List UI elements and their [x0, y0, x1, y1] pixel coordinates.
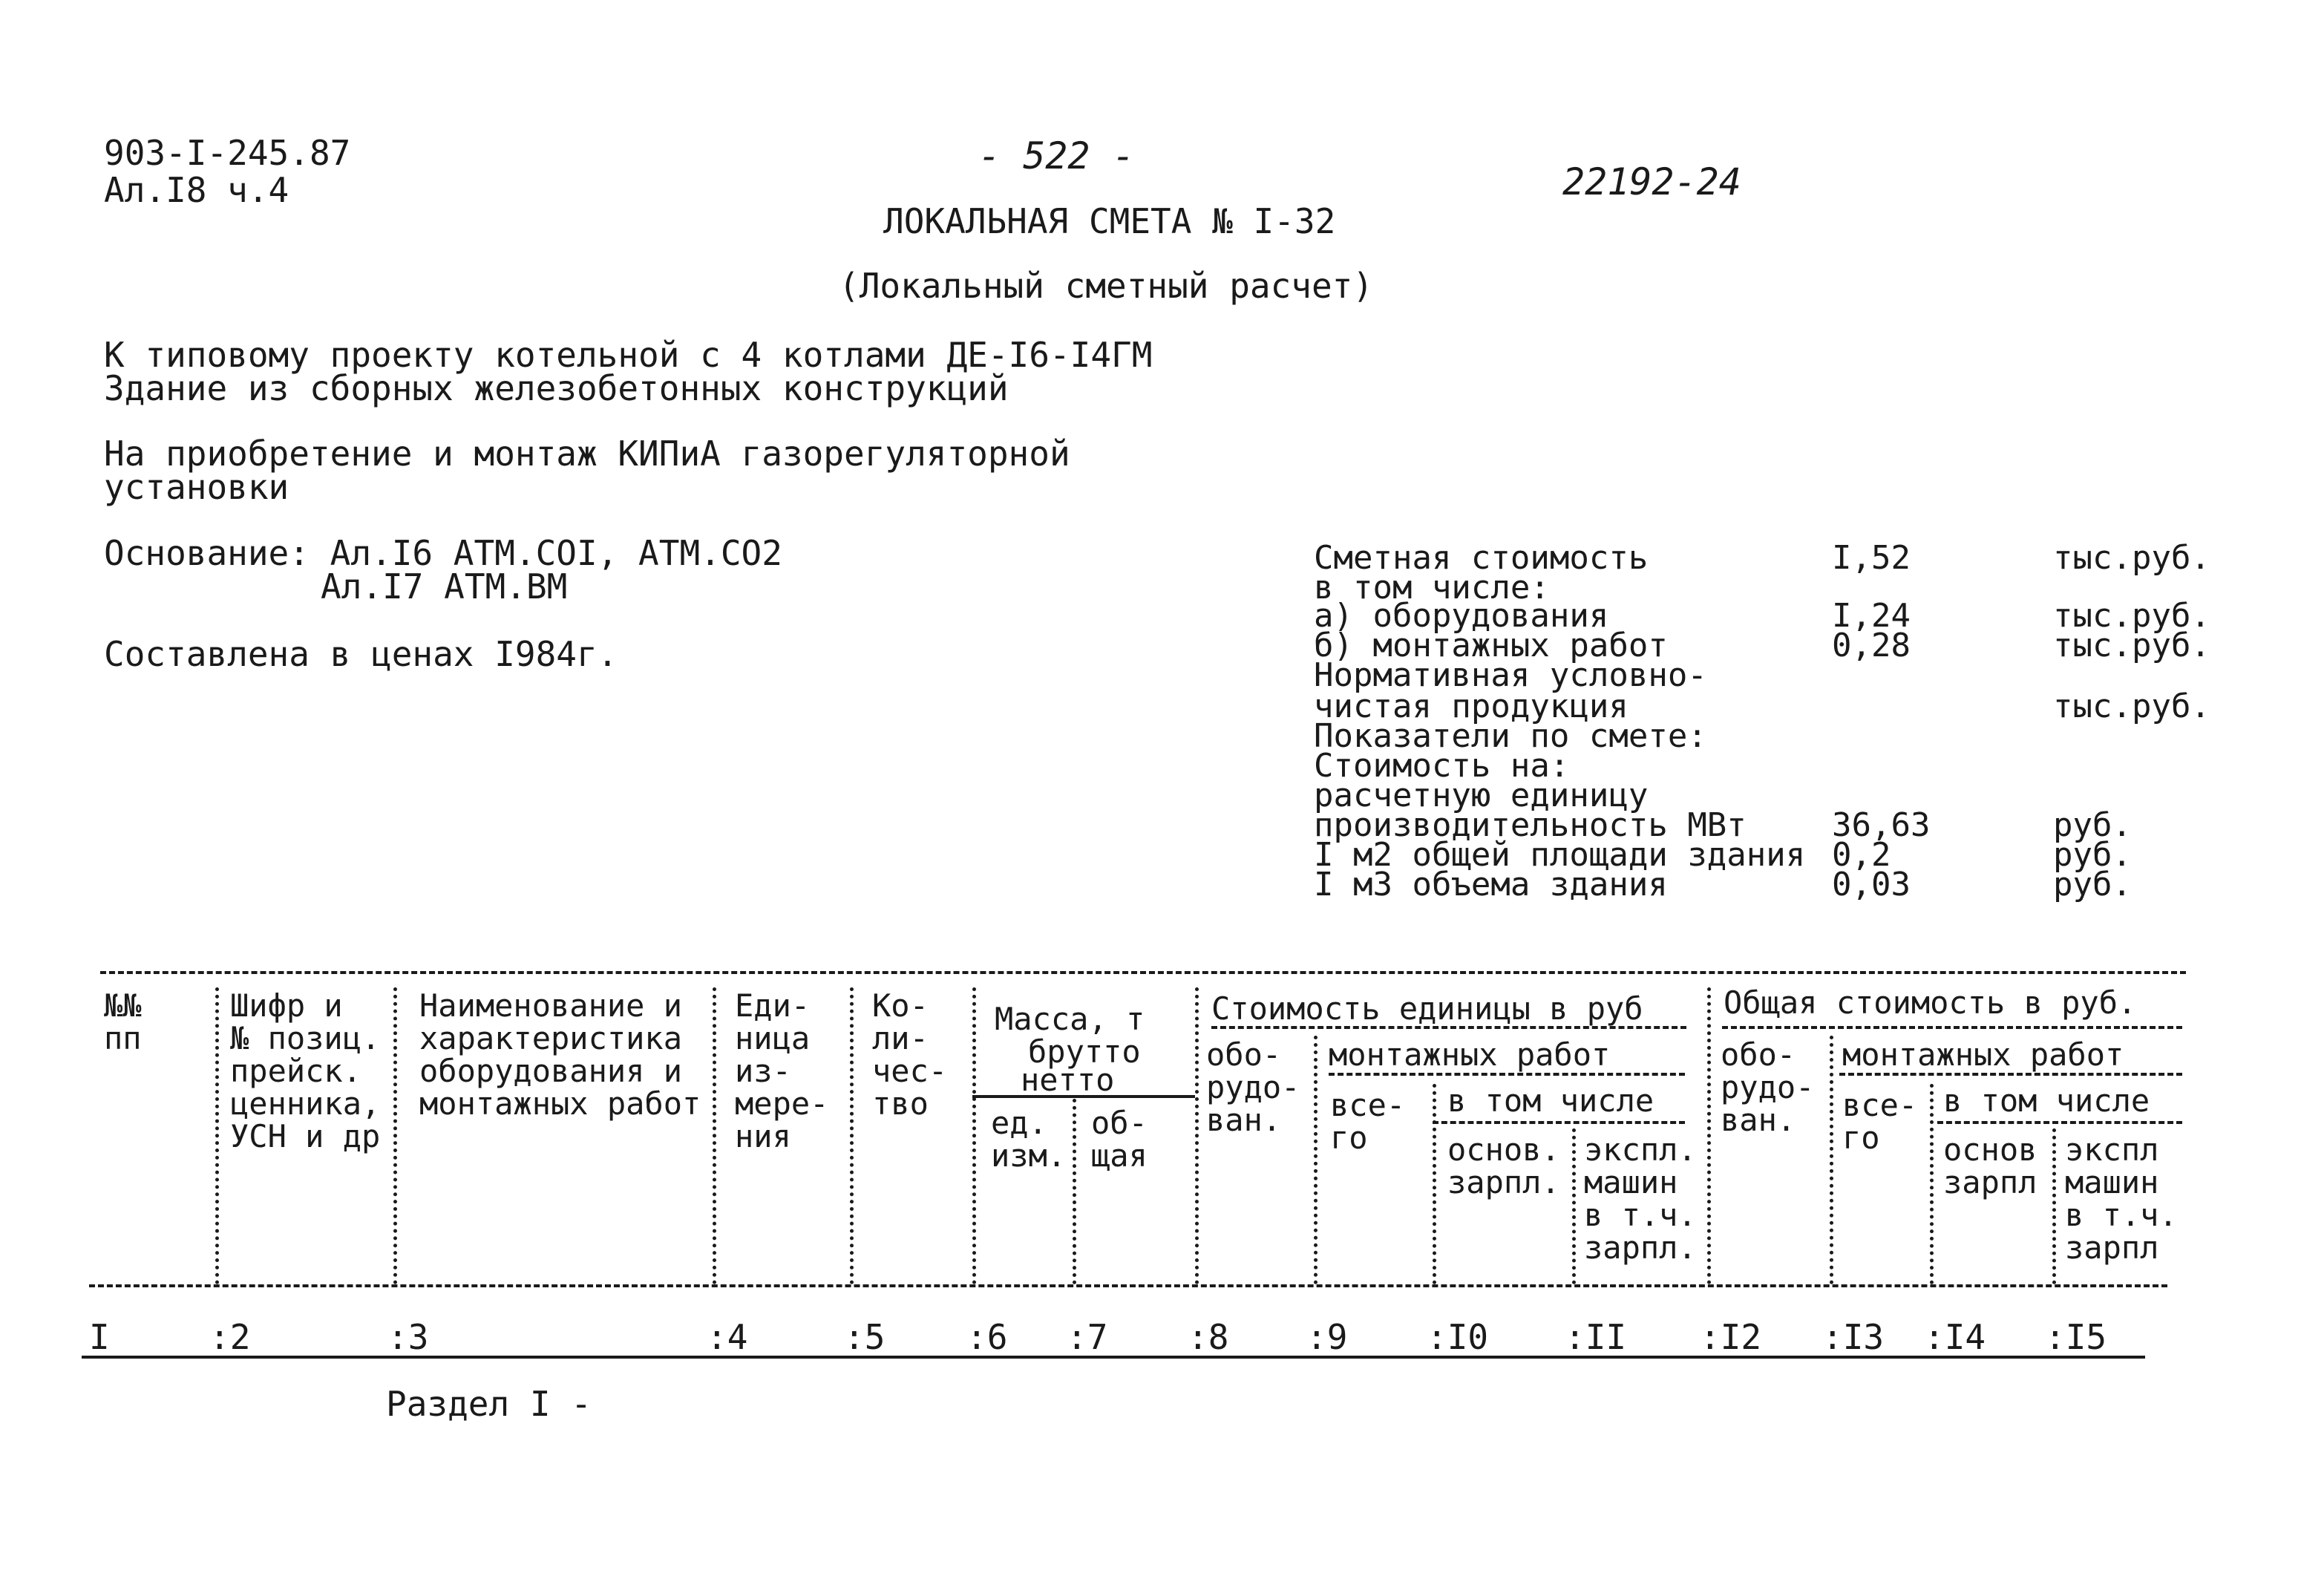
- summary-label: I м2 общей площади здания: [1314, 836, 1806, 874]
- total-cost-rule: [1722, 1026, 2182, 1029]
- header-unit: Еди-: [735, 987, 811, 1024]
- header-mach: экспл.: [1584, 1131, 1697, 1168]
- header-equip: ван.: [1206, 1102, 1282, 1138]
- summary-unit: руб.: [2053, 806, 2132, 844]
- summary-label: расчетную единицу: [1314, 777, 1649, 814]
- album-ref: Ал.I8 ч.4: [104, 170, 289, 210]
- header-mach2: зарпл: [2065, 1229, 2159, 1266]
- summary-label: чистая продукция: [1314, 687, 1629, 725]
- header-mass: брутто: [1028, 1033, 1141, 1070]
- header-total2: все-: [1842, 1087, 1918, 1123]
- header-mass: нетто: [1021, 1062, 1115, 1098]
- summary-unit: руб.: [2053, 866, 2132, 904]
- header-mach2: экспл: [2065, 1131, 2159, 1168]
- header-code: № позиц.: [230, 1020, 381, 1056]
- col-sep: [1433, 1084, 1436, 1284]
- col-sep: [972, 987, 976, 1284]
- header-name: характеристика: [419, 1020, 683, 1056]
- col-sep: [1707, 987, 1711, 1284]
- header-incl: в том числе: [1447, 1082, 1654, 1119]
- header-name: монтажных работ: [419, 1085, 701, 1122]
- project-line-2: Здание из сборных железобетонных конструкций: [104, 368, 1009, 408]
- header-total: все-: [1330, 1087, 1406, 1123]
- column-number: I: [89, 1317, 110, 1357]
- summary-value: 36,63: [1832, 806, 1931, 844]
- header-incl2: в том числе: [1943, 1082, 2150, 1119]
- header-qty: тво: [872, 1085, 929, 1122]
- summary-value: 0,28: [1832, 627, 1911, 664]
- header-code: прейск.: [230, 1053, 362, 1089]
- header-equip2: рудо-: [1721, 1069, 1815, 1105]
- col-sep: [1572, 1128, 1576, 1284]
- col-sep: [2052, 1128, 2056, 1284]
- incl2-rule: [1937, 1121, 2182, 1124]
- header-total: го: [1330, 1120, 1368, 1156]
- col-sep: [713, 987, 716, 1284]
- header-unit: ница: [735, 1020, 811, 1056]
- header-unit: мере-: [735, 1085, 829, 1122]
- header-num: №№: [104, 987, 142, 1024]
- table-top-rule: [100, 971, 2186, 974]
- header-equip2: обо-: [1721, 1036, 1796, 1073]
- table-header-bottom-rule: [89, 1284, 2167, 1287]
- doc-code: 903-I-245.87: [104, 133, 351, 173]
- summary-unit: тыс.руб.: [2053, 597, 2210, 635]
- summary-label: б) монтажных работ: [1314, 627, 1668, 664]
- header-wage2: зарпл: [1943, 1164, 2037, 1200]
- summary-label: Показатели по смете:: [1314, 717, 1707, 755]
- mount-rule: [1329, 1073, 1685, 1076]
- header-code: ценника,: [230, 1085, 381, 1122]
- col-sep: [1314, 1036, 1318, 1284]
- header-unit: ния: [735, 1118, 791, 1154]
- column-number: :5: [844, 1317, 886, 1357]
- column-number: :I2: [1700, 1317, 1762, 1357]
- col-sep: [850, 987, 854, 1284]
- column-number: :9: [1306, 1317, 1348, 1357]
- summary-value: 0,03: [1832, 866, 1911, 904]
- header-mount2: монтажных работ: [1842, 1036, 2124, 1073]
- header-unit: из-: [735, 1053, 791, 1089]
- header-code: Шифр и: [230, 987, 343, 1024]
- section-heading: Раздел I -: [386, 1384, 592, 1424]
- header-equip: рудо-: [1206, 1069, 1300, 1105]
- summary-label: I м3 объема здания: [1314, 866, 1668, 904]
- basis-line-2: Ал.I7 АТМ.ВМ: [321, 566, 568, 607]
- summary-value: I,24: [1832, 597, 1911, 635]
- incl-rule: [1433, 1121, 1685, 1124]
- header-mass-total: об-: [1091, 1105, 1148, 1141]
- column-number: :I3: [1822, 1317, 1885, 1357]
- header-total2: го: [1842, 1120, 1880, 1156]
- header-mount: монтажных работ: [1329, 1036, 1611, 1073]
- column-number: :7: [1067, 1317, 1108, 1357]
- header-mass-unit: изм.: [991, 1137, 1067, 1174]
- col-sep: [1830, 1036, 1833, 1284]
- summary-value: I,52: [1832, 539, 1911, 577]
- price-basis: Составлена в ценах I984г.: [104, 634, 618, 674]
- header-unit-cost: Стоимость единицы в руб: [1211, 990, 1643, 1027]
- page-subtitle: (Локальный сметный расчет): [839, 266, 1374, 306]
- column-number: :II: [1565, 1317, 1627, 1357]
- mount2-rule: [1839, 1073, 2182, 1076]
- purpose-line-1: На приобретение и монтаж КИПиА газорегуляторной: [104, 434, 1070, 474]
- col-sep: [393, 987, 397, 1284]
- column-number: :4: [707, 1317, 748, 1357]
- summary-label: в том числе:: [1314, 569, 1550, 607]
- col-sep: [1930, 1084, 1934, 1284]
- header-equip2: ван.: [1721, 1102, 1796, 1138]
- summary-unit: тыс.руб.: [2053, 687, 2210, 725]
- summary-label: а) оборудования: [1314, 597, 1609, 635]
- header-num: пп: [104, 1020, 142, 1056]
- header-general-cost: Общая стоимость в руб.: [1724, 984, 2137, 1021]
- column-number: :3: [387, 1317, 429, 1357]
- header-wage2: основ: [1943, 1131, 2037, 1168]
- header-code: УСН и др: [230, 1118, 381, 1154]
- header-mach: зарпл.: [1584, 1229, 1697, 1266]
- registration-number: 22192-24: [1562, 160, 1741, 203]
- col-sep: [1195, 987, 1199, 1284]
- page-number: - 522 -: [978, 134, 1135, 177]
- header-mass: Масса, т: [995, 1001, 1145, 1037]
- summary-unit: тыс.руб.: [2053, 539, 2210, 577]
- column-number: :2: [209, 1317, 251, 1357]
- purpose-line-2: установки: [104, 467, 289, 507]
- summary-unit: руб.: [2053, 836, 2132, 874]
- summary-value: 0,2: [1832, 836, 1891, 874]
- header-qty: ли-: [872, 1020, 929, 1056]
- header-name: Наименование и: [419, 987, 683, 1024]
- column-number: :I5: [2045, 1317, 2107, 1357]
- col-sep: [215, 987, 219, 1284]
- column-number: :I4: [1924, 1317, 1986, 1357]
- col-sep: [1073, 1099, 1076, 1284]
- header-qty: чес-: [872, 1053, 948, 1089]
- header-qty: Ко-: [872, 987, 929, 1024]
- header-mass-unit: ед.: [991, 1105, 1047, 1141]
- page-title: ЛОКАЛЬНАЯ СМЕТА № I-32: [883, 201, 1336, 241]
- summary-label: производительность МВт: [1314, 806, 1747, 844]
- header-mach2: в т.ч.: [2065, 1197, 2178, 1233]
- column-number: :8: [1188, 1317, 1229, 1357]
- header-mach: в т.ч.: [1584, 1197, 1697, 1233]
- header-mass-total: щая: [1091, 1137, 1148, 1174]
- header-mach: машин: [1584, 1164, 1678, 1200]
- summary-label: Стоимость на:: [1314, 747, 1570, 785]
- header-mach2: машин: [2065, 1164, 2159, 1200]
- header-name: оборудования и: [419, 1053, 683, 1089]
- column-number: :I0: [1427, 1317, 1489, 1357]
- header-equip: обо-: [1206, 1036, 1282, 1073]
- header-wage: зарпл.: [1447, 1164, 1560, 1200]
- header-wage: основ.: [1447, 1131, 1560, 1168]
- column-number: :6: [966, 1317, 1008, 1357]
- project-line-1: К типовому проекту котельной с 4 котлами ДЕ-I6-I4ГМ: [104, 335, 1153, 375]
- summary-label: Нормативная условно-: [1314, 656, 1707, 694]
- basis-line-1: Основание: Ал.I6 АТМ.СОI, АТМ.СО2: [104, 533, 782, 573]
- summary-unit: тыс.руб.: [2053, 627, 2210, 664]
- summary-label: Сметная стоимость: [1314, 539, 1649, 577]
